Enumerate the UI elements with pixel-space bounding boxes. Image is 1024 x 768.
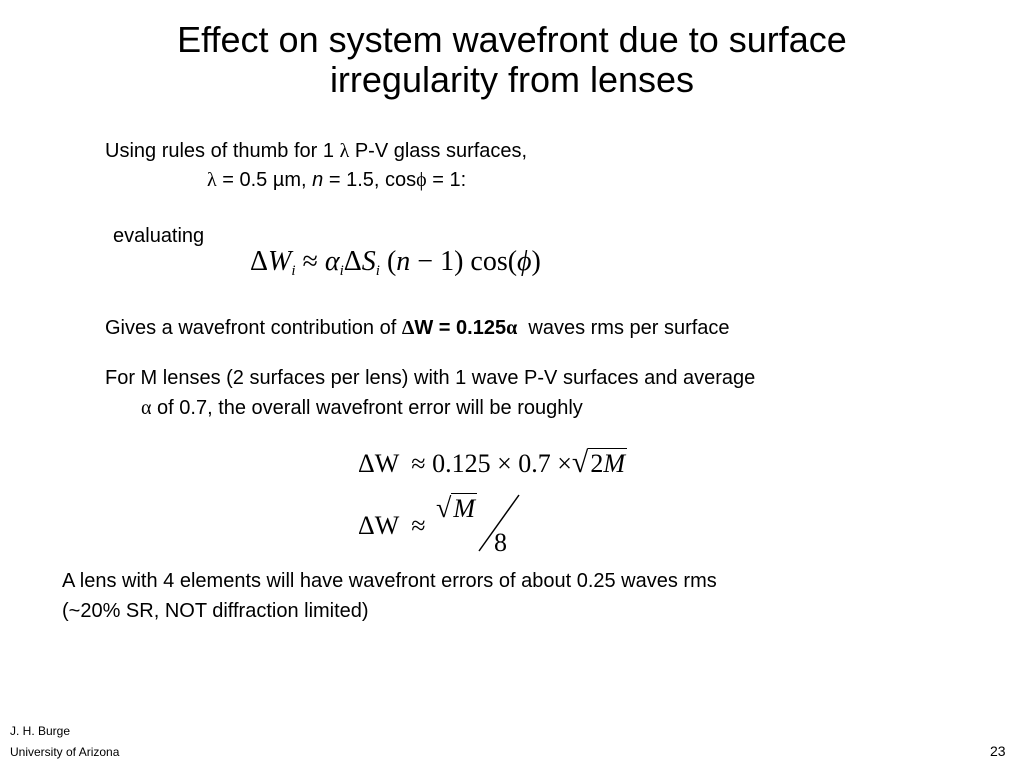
equation-approx-numerator: √M	[436, 493, 476, 524]
equation-approx-lhs: ΔW ≈	[358, 511, 426, 540]
sqrt-radicand: 2M	[590, 449, 626, 478]
lambda-symbol: λ	[339, 140, 350, 162]
slide-title	[0, 20, 1024, 100]
sqrt-sign-2: √	[436, 493, 452, 524]
m-lenses-line-1: For M lenses (2 surfaces per lens) with 1 wave P-V surfaces and average	[105, 367, 756, 389]
equation-wavefront-per-surface: $\Delta W_i \approx \alpha_i\Delta S_i$ (n − 1) cos(ϕ)	[250, 246, 541, 279]
alpha-symbol: α	[141, 397, 152, 419]
conclusion-line-1: A lens with 4 elements will have wavefront errors of about 0.25 waves rms	[62, 570, 717, 592]
footer-institution: University of Arizona	[10, 745, 120, 759]
page-number: 23	[990, 743, 1006, 759]
rules-line-1: Using rules of thumb for 1 λ P-V glass surfaces,	[105, 140, 528, 162]
phi-symbol: ϕ	[416, 169, 427, 191]
wavefront-contribution-line: Gives a wavefront contribution of ΔW = 0.125α waves rms per surface	[105, 317, 730, 339]
m-lenses-line-2: α of 0.7, the overall wavefront error will be roughly	[141, 397, 583, 419]
conclusion-line-2: (~20% SR, NOT diffraction limited)	[62, 600, 369, 622]
slide-title-line-1: Effect on system wavefront due to surface	[177, 19, 847, 60]
sqrt-sign: √	[571, 446, 589, 479]
rules-line-2: λ = 0.5 µm, n = 1.5, cosϕ = 1:	[207, 169, 467, 191]
equation-approx-denominator: 8	[494, 528, 507, 557]
slide-title-line-2: irregularity from lenses	[329, 59, 695, 100]
lambda-symbol-2: λ	[207, 169, 217, 191]
equation-total-wavefront: ΔW ≈ 0.125 × 0.7 ×√2M	[358, 446, 626, 479]
evaluating-label: evaluating	[113, 225, 205, 247]
footer-author: J. H. Burge	[10, 724, 71, 738]
